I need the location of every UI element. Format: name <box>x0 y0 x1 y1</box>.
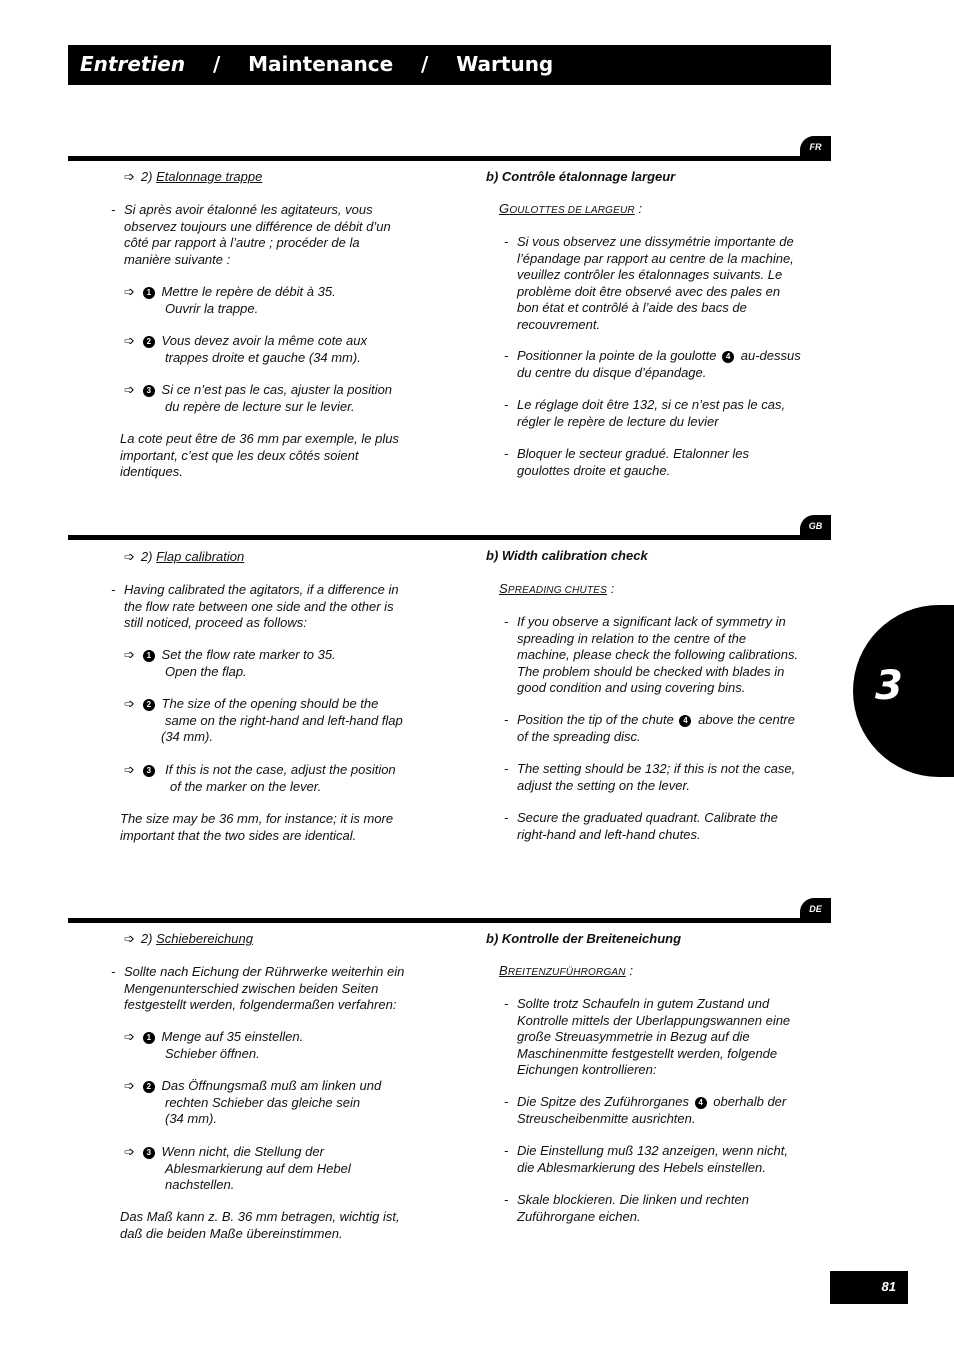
header-title <box>80 52 553 76</box>
text-line: Menge auf 35 einstellen. <box>161 1029 304 1044</box>
heading-colon: : <box>638 201 643 216</box>
text-line: au-dessus <box>740 348 801 363</box>
page-number: 81 <box>881 1279 896 1294</box>
gb-step-3 <box>124 762 396 795</box>
text-line: The setting should be 132; if this is not the case, <box>517 761 796 776</box>
text-line: manière suivante : <box>124 251 231 267</box>
text-line: Mettre le repère de débit à 35. <box>161 284 336 299</box>
de-step-2 <box>124 1078 381 1128</box>
text-line: above the centre <box>698 712 795 727</box>
arrow-icon: ➩ <box>124 333 135 348</box>
text-line: the flow rate between one side and the other is <box>124 598 394 614</box>
de-note <box>120 1209 400 1242</box>
text-line: Das Öffnungsmaß muß am linken und <box>161 1078 382 1093</box>
text-line: du repère de lecture sur le levier. <box>165 398 355 414</box>
text-line: festgestellt werden, folgendermaßen verfahren: <box>124 997 397 1012</box>
de-intro <box>124 964 404 1014</box>
arrow-icon: ➩ <box>124 169 135 184</box>
text-line: La cote peut être de 36 mm par exemple, le plus <box>120 431 399 446</box>
text-line: Le réglage doit être 132, si ce n’est pas le cas, <box>517 397 786 412</box>
fr-item3-dash: - <box>504 397 509 412</box>
fr-item-1 <box>517 234 794 333</box>
text-line: daß die beiden Maße übereinstimmen. <box>120 1225 343 1241</box>
gb-item-4 <box>517 810 778 843</box>
marker-4-icon: 4 <box>695 1097 707 1109</box>
marker-1-icon: 1 <box>143 1032 155 1044</box>
fr-right-subheading <box>499 201 642 220</box>
text-line: Das Maß kann z. B. 36 mm betragen, wichtig ist, <box>120 1209 400 1224</box>
fr-item1-dash: - <box>504 234 509 249</box>
text-line: Positionner la pointe de la goulotte <box>517 348 717 363</box>
text-line: observez toujours une différence de débit d’un <box>124 218 391 234</box>
gb-note <box>120 811 393 844</box>
text-line: Open the flap. <box>165 663 247 679</box>
header-title-gb: Maintenance <box>248 52 394 76</box>
gb-item-2 <box>517 712 795 745</box>
marker-2-icon: 2 <box>143 699 155 711</box>
gb-intro-dash: - <box>111 582 116 597</box>
fr-intro <box>124 202 391 268</box>
chapter-number: 3 <box>875 663 903 709</box>
marker-1-icon: 1 <box>143 287 155 299</box>
text-line: régler le repère de lecture du levier <box>517 413 719 429</box>
de-item2-dash: - <box>504 1094 509 1109</box>
text-line: côté par rapport à l’autre ; procéder de la <box>124 235 360 250</box>
text-line: Sollte trotz Schaufeln in gutem Zustand und <box>517 996 770 1011</box>
text-line: Ablesmarkierung auf dem Hebel <box>165 1160 351 1176</box>
gb-item3-dash: - <box>504 761 509 776</box>
de-item-3 <box>517 1143 788 1176</box>
header-separator: / <box>212 52 221 76</box>
text-line: identiques. <box>120 464 183 479</box>
text-line: (34 mm). <box>161 729 213 744</box>
subsection-label: Flap calibration <box>156 549 245 564</box>
text-line: recouvrement. <box>517 316 601 332</box>
text-line: Mengenunterschied zwischen beiden Seiten <box>124 980 379 996</box>
fr-step-2 <box>124 333 367 366</box>
text-line: The size may be 36 mm, for instance; it is more <box>120 811 394 826</box>
fr-item-4 <box>517 446 749 479</box>
page-header <box>68 45 831 85</box>
text-line: same on the right-hand and left-hand flap <box>165 712 403 728</box>
text-line: Zuführorgane eichen. <box>517 1208 641 1224</box>
subsection-number: 2) <box>140 169 153 184</box>
de-item4-dash: - <box>504 1192 509 1207</box>
lang-badge-gb: GB <box>800 515 831 537</box>
arrow-icon: ➩ <box>124 647 135 662</box>
text-line: problème doit être observé avec des pales en <box>517 283 781 299</box>
text-line: machine, please check the following calibrations. <box>517 647 799 662</box>
arrow-icon: ➩ <box>124 762 135 777</box>
text-line: Ouvrir la trappe. <box>165 300 259 316</box>
text-line: spreading in relation to the centre of the <box>517 630 747 646</box>
text-line: important, c’est que les deux côtés soient <box>120 447 359 463</box>
gb-step-1 <box>124 647 336 680</box>
header-title-fr: Entretien <box>80 52 186 76</box>
text-line: The size of the opening should be the <box>161 696 379 711</box>
marker-2-icon: 2 <box>143 336 155 348</box>
text-line: Skale blockieren. Die linken und rechten <box>517 1192 749 1207</box>
small-caps-heading: SPREADING CHUTES <box>499 581 607 596</box>
de-subsection-title <box>124 931 253 948</box>
gb-item1-dash: - <box>504 614 509 629</box>
text-line: bon état et contrôlé à l’aide des bacs de <box>517 300 747 315</box>
gb-subsection-title <box>124 549 244 566</box>
arrow-icon: ➩ <box>124 1078 135 1093</box>
text-line: still noticed, proceed as follows: <box>124 615 307 630</box>
fr-step-1 <box>124 284 336 317</box>
text-line: of the spreading disc. <box>517 728 641 744</box>
heading-colon: : <box>629 963 633 978</box>
text-line: Secure the graduated quadrant. Calibrate the <box>517 810 778 825</box>
subsection-label: Etalonnage trappe <box>156 169 263 184</box>
gb-item2-dash: - <box>504 712 509 727</box>
text-line: oberhalb der <box>713 1094 787 1109</box>
text-line: Vous devez avoir la même cote aux <box>161 333 367 348</box>
text-line: Position the tip of the chute <box>517 712 674 727</box>
arrow-icon: ➩ <box>124 1029 135 1044</box>
text-line: (34 mm). <box>165 1111 217 1126</box>
gb-right-heading: b) Width calibration check <box>486 548 648 563</box>
de-intro-dash: - <box>111 964 116 979</box>
text-line: Sollte nach Eichung der Rührwerke weiterhin ein <box>124 964 405 979</box>
section-rule-fr <box>68 156 831 161</box>
text-line: Set the flow rate marker to 35. <box>161 647 336 662</box>
text-line: Si ce n’est pas le cas, ajuster la position <box>161 382 393 397</box>
text-line: du centre du disque d’épandage. <box>517 364 707 380</box>
arrow-icon: ➩ <box>124 696 135 711</box>
text-line: Si après avoir étalonné les agitateurs, vous <box>124 202 373 217</box>
text-line: Streuscheibenmitte ausrichten. <box>517 1110 696 1126</box>
text-line: Eichungen kontrollieren: <box>517 1062 657 1077</box>
de-step-1 <box>124 1029 303 1062</box>
marker-4-icon: 4 <box>679 715 691 727</box>
arrow-icon: ➩ <box>124 931 135 946</box>
lang-badge-de: DE <box>800 898 831 920</box>
text-line: rechten Schieber das gleiche sein <box>165 1094 361 1110</box>
text-line: important that the two sides are identical. <box>120 827 357 843</box>
text-line: große Streuasymmetrie in Bezug auf die <box>517 1029 750 1044</box>
gb-item-3 <box>517 761 795 794</box>
gb-item-1 <box>517 614 798 697</box>
de-right-subheading <box>499 963 633 982</box>
text-line: Die Spitze des Zuführorganes <box>517 1094 689 1109</box>
marker-3-icon: 3 <box>143 1147 155 1159</box>
fr-item2-dash: - <box>504 348 509 363</box>
text-line: Wenn nicht, die Stellung der <box>161 1144 324 1159</box>
text-line: If this is not the case, adjust the position <box>165 762 396 777</box>
text-line: of the marker on the lever. <box>170 778 322 794</box>
arrow-icon: ➩ <box>124 382 135 397</box>
text-line: trappes droite et gauche (34 mm). <box>165 349 361 365</box>
section-rule-gb <box>68 535 831 540</box>
text-line: right-hand and left-hand chutes. <box>517 826 701 842</box>
de-item-2 <box>517 1094 786 1127</box>
text-line: Die Einstellung muß 132 anzeigen, wenn nicht, <box>517 1143 788 1158</box>
fr-intro-dash: - <box>111 202 116 217</box>
text-line: l’épandage par rapport au centre de la machine, <box>517 250 794 266</box>
fr-item-3 <box>517 397 785 430</box>
de-item-1 <box>517 996 790 1079</box>
fr-note <box>120 431 399 481</box>
section-rule-de <box>68 918 831 923</box>
gb-item4-dash: - <box>504 810 509 825</box>
fr-subsection-title <box>124 169 262 186</box>
fr-right-heading: b) Contrôle étalonnage largeur <box>486 169 676 184</box>
header-separator: / <box>421 52 429 76</box>
text-line: goulottes droite et gauche. <box>517 462 671 478</box>
text-line: Maschinenmitte festgestellt werden, folgende <box>517 1045 778 1061</box>
text-line: nachstellen. <box>165 1177 235 1192</box>
marker-3-icon: 3 <box>143 385 155 397</box>
chapter-tab <box>853 605 954 777</box>
fr-step-3 <box>124 382 392 415</box>
text-line: Schieber öffnen. <box>165 1045 260 1061</box>
text-line: Bloquer le secteur gradué. Etalonner les <box>517 446 749 461</box>
arrow-icon: ➩ <box>124 284 135 299</box>
text-line: If you observe a significant lack of symmetry in <box>517 614 786 629</box>
subsection-label: Schiebereichung <box>156 931 253 946</box>
text-line: die Ablesmarkierung des Hebels einstellen. <box>517 1159 766 1175</box>
text-line: adjust the setting on the lever. <box>517 777 690 793</box>
marker-3-icon: 3 <box>143 765 155 777</box>
text-line: The problem should be checked with blades in <box>517 663 785 679</box>
subsection-number: 2) <box>140 931 153 946</box>
fr-item-2 <box>517 348 801 381</box>
subsection-number: 2) <box>140 549 153 564</box>
de-item-4 <box>517 1192 749 1225</box>
arrow-icon: ➩ <box>124 1144 135 1159</box>
de-item3-dash: - <box>504 1143 509 1158</box>
gb-right-subheading <box>499 581 614 600</box>
de-step-3 <box>124 1144 351 1194</box>
text-line: good condition and using covering bins. <box>517 680 746 695</box>
de-right-heading: b) Kontrolle der Breiteneichung <box>486 931 682 946</box>
heading-colon: : <box>610 581 615 596</box>
marker-4-icon: 4 <box>722 351 734 363</box>
marker-2-icon: 2 <box>143 1081 155 1093</box>
text-line: Kontrolle mittels der Uberlappungswannen eine <box>517 1012 791 1028</box>
header-title-de: Wartung <box>456 52 554 76</box>
small-caps-heading: GOULOTTES DE LARGEUR <box>499 201 635 216</box>
text-line: Si vous observez une dissymétrie importante de <box>517 234 794 249</box>
fr-item4-dash: - <box>504 446 509 461</box>
lang-badge-fr: FR <box>800 136 831 158</box>
gb-step-2 <box>124 696 403 746</box>
gb-intro <box>124 582 399 632</box>
text-line: veuillez contrôler les étalonnages suivants. Le <box>517 267 783 282</box>
small-caps-heading: BREITENZUFÜHRORGAN <box>499 963 626 978</box>
arrow-icon: ➩ <box>124 549 135 564</box>
page-number-box <box>830 1271 908 1304</box>
text-line: Having calibrated the agitators, if a difference in <box>124 582 399 597</box>
de-item1-dash: - <box>504 996 509 1011</box>
marker-1-icon: 1 <box>143 650 155 662</box>
